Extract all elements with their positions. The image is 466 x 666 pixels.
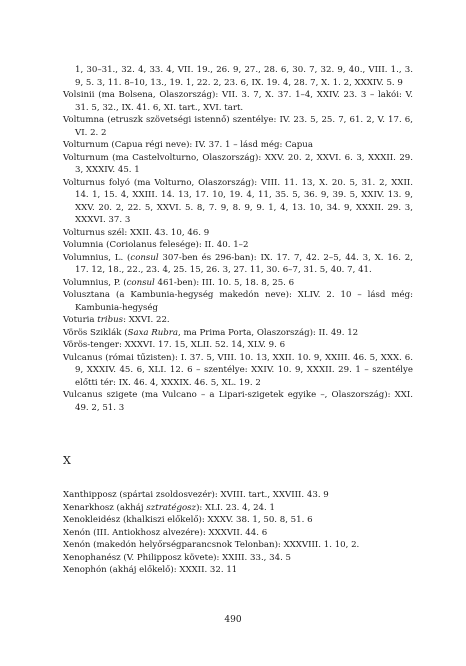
index-entry: Xanthipposz (spártai zsoldosvezér): XVIII. tart., XXVIII. 43. 9 bbox=[63, 490, 329, 500]
index-entry: Xenophón (akháj előkelő): XXXII. 32. 11 bbox=[63, 565, 238, 575]
index-entry: Volumnius, L. (consul 307-ben és 296-ban): IX. 17. 7, 42. 2–5, 44. 3, X. 16. 2, 17. 12, 18., 22., 23. 4, 25. 15, 26. 3, 27. 11, 30. 6–7, 31. 5, 40. 7, 41. bbox=[63, 252, 413, 275]
index-entry: Volsinii (ma Bolsena, Olaszország): VII. 3. 7, X. 37. 1–4, XXIV. 23. 3 – lakói: V. 31. 5, 32., IX. 41. 6, XI. tart., XVI. tart. bbox=[63, 90, 413, 113]
index-entry: Xenón (makedón helyőrségparancsnok Telonban): XXXVIII. 1. 10, 2. bbox=[63, 540, 360, 550]
page-number: 490 bbox=[224, 615, 242, 625]
index-section-v bbox=[63, 64, 413, 414]
index-entry: Xenón (III. Antiokhosz alvezére): XXXVII. 44. 6 bbox=[63, 527, 268, 538]
index-entry: Volusztana (a Kambunia-hegység makedón neve): XLIV. 2. 10 – lásd még: Kambunia-hegység bbox=[63, 290, 413, 313]
index-entry: Xenokleidész (khalkiszi előkelő): XXXV. 38. 1, 50. 8, 51. 6 bbox=[63, 515, 313, 525]
index-entry: Vörös-tenger: XXXVI. 17. 15, XLII. 52. 14, XLV. 9. 6 bbox=[63, 340, 286, 350]
index-entry: Xenophanész (V. Philipposz követe): XXIII. 33., 34. 5 bbox=[63, 552, 292, 563]
index-entry: Voturia tribus: XXVI. 22. bbox=[63, 315, 170, 325]
section-letter-heading: X bbox=[63, 454, 71, 467]
index-entry: Volturnum (ma Castelvolturno, Olaszország): XXV. 20. 2, XXVI. 6. 3, XXXII. 29. 3, XXXIV. 45. 1 bbox=[63, 152, 413, 175]
index-entry: Volturnus folyó (ma Volturno, Olaszország): VIII. 11. 13, X. 20. 5, 31. 2, XXII. 14. 1, 15. 4, XXIII. 14. 13, 17. 10, 19. 4, 11, 35. 5, 36. 9, 39. 5, XXIV. 13. 9, XXV. 20. 2, 22. 5, XXVI. 5. 8, 7. 9, 8. 9, 9. 1, 4, 13. 10, 34. 9, XXXII. 29. 3, XXXVI. 37. 3 bbox=[63, 177, 413, 225]
index-entry: Volturnum (Capua régi neve): IV. 37. 1 – lásd még: Capua bbox=[63, 140, 313, 150]
index-entry: 1, 30–31., 32. 4, 33. 4, VII. 19., 26. 9, 27., 28. 6, 30. 7, 32. 9, 40., VIII. 1., 3. 9, 5. 3, 11. 8–10, 13., 19. 1, 22. 2, 23. 6, IX. 19. 4, 28. 7, X. 1. 2, XXXIV. 5. 9 bbox=[75, 65, 413, 88]
index-entry: Voltumna (etruszk szövetségi istennő) szentélye: IV. 23. 5, 25. 7, 61. 2, V. 17. 6, VI. 2. 2 bbox=[63, 115, 413, 138]
index-section-x bbox=[63, 489, 413, 577]
index-entry: Vulcanus (római tűzisten): I. 37. 5, VIII. 10. 13, XXII. 10. 9, XXIII. 46. 5, XXX. 6. 9, XXXIV. 45. 6, XLI. 12. 6 – szentélye: XXIV. 10. 9, XXXII. 29. 1 – szentélye előtti tér: IX. 46. 4, XXXIX. 46. 5, XL. 19. 2 bbox=[63, 352, 413, 388]
index-page bbox=[63, 64, 413, 577]
index-entry: Vörös Sziklák (Saxa Rubra, ma Prima Porta, Olaszország): II. 49. 12 bbox=[63, 327, 359, 338]
index-entry: Volumnia (Coriolanus felesége): II. 40. 1–2 bbox=[63, 240, 249, 250]
index-entry: Vulcanus szigete (ma Vulcano – a Lipari-szigetek egyike –, Olaszország): XXI. 49. 2, 51. 3 bbox=[63, 390, 413, 413]
index-entry: Volumnius, P. (consul 461-ben): III. 10. 5, 18. 8, 25. 6 bbox=[63, 277, 295, 288]
index-entry: Volturnus szél: XXII. 43. 10, 46. 9 bbox=[63, 227, 210, 238]
index-entry: Xenarkhosz (akháj sztratégosz): XLI. 23. 4, 24. 1 bbox=[63, 502, 275, 513]
